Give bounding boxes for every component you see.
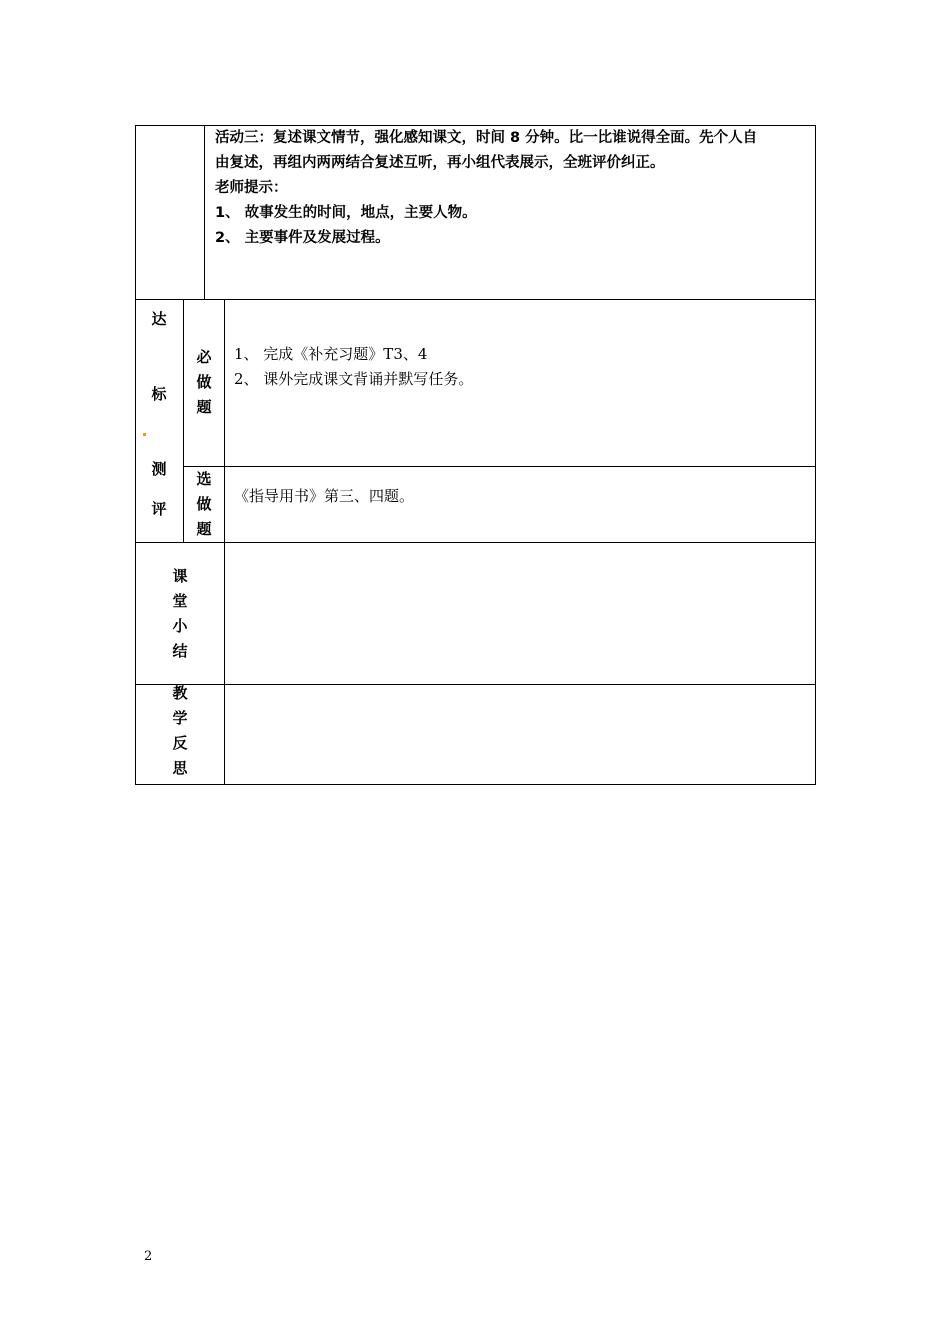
assessment-label-char: 标 <box>151 385 167 403</box>
reflection-label-char: 教 <box>172 684 188 702</box>
optional-content: 《指导用书》第三、四题。 <box>234 487 415 505</box>
teacher-hint-2: 2、 主要事件及发展过程。 <box>215 230 390 246</box>
optional-label-char: 题 <box>196 520 212 538</box>
optional-label-char: 选 <box>196 470 212 488</box>
row-divider-4 <box>135 684 815 685</box>
col-divider-sublabel-left <box>183 299 184 543</box>
required-label <box>194 346 214 421</box>
summary-label-char: 结 <box>172 642 188 660</box>
row-divider-1 <box>135 299 815 300</box>
table-border-left <box>135 125 136 785</box>
required-label-char: 做 <box>196 373 212 391</box>
summary-label-char: 堂 <box>172 592 188 610</box>
row-divider-2 <box>183 466 815 467</box>
optional-label <box>194 468 214 543</box>
required-label-char: 题 <box>196 398 212 416</box>
reflection-label <box>170 682 190 782</box>
required-label-char: 必 <box>196 348 212 366</box>
table-border-right <box>815 125 816 785</box>
assessment-label <box>149 308 169 523</box>
summary-label-char: 小 <box>172 617 188 635</box>
activity3-line2: 由复述，再组内两两结合复述互听，再小组代表展示，全班评价纠正。 <box>215 155 665 171</box>
reflection-label-char: 学 <box>172 709 188 727</box>
table-border-bottom <box>135 784 815 785</box>
assessment-label-char: 评 <box>151 500 167 518</box>
summary-label-char: 课 <box>172 567 188 585</box>
activity3-line1: 活动三：复述课文情节，强化感知课文，时间 8 分钟。比一比谁说得全面。先个人自 <box>215 130 758 146</box>
stray-mark <box>143 433 146 436</box>
assessment-label-char: 达 <box>151 310 167 328</box>
required-item-2: 2、 课外完成课文背诵并默写任务。 <box>234 370 474 388</box>
teacher-hint-title: 老师提示： <box>215 180 288 196</box>
teacher-hint-1: 1、 故事发生的时间，地点，主要人物。 <box>215 205 477 221</box>
assessment-label-char: 测 <box>151 460 167 478</box>
summary-label <box>170 565 190 665</box>
reflection-label-char: 思 <box>172 759 188 777</box>
col-divider-sublabel-right <box>224 299 225 785</box>
col-divider-activity <box>204 125 205 300</box>
page-number: 2 <box>144 1249 153 1264</box>
reflection-label-char: 反 <box>172 734 188 752</box>
optional-label-char: 做 <box>196 495 212 513</box>
row-divider-3 <box>135 542 815 543</box>
required-item-1: 1、 完成《补充习题》T3、4 <box>234 345 428 363</box>
